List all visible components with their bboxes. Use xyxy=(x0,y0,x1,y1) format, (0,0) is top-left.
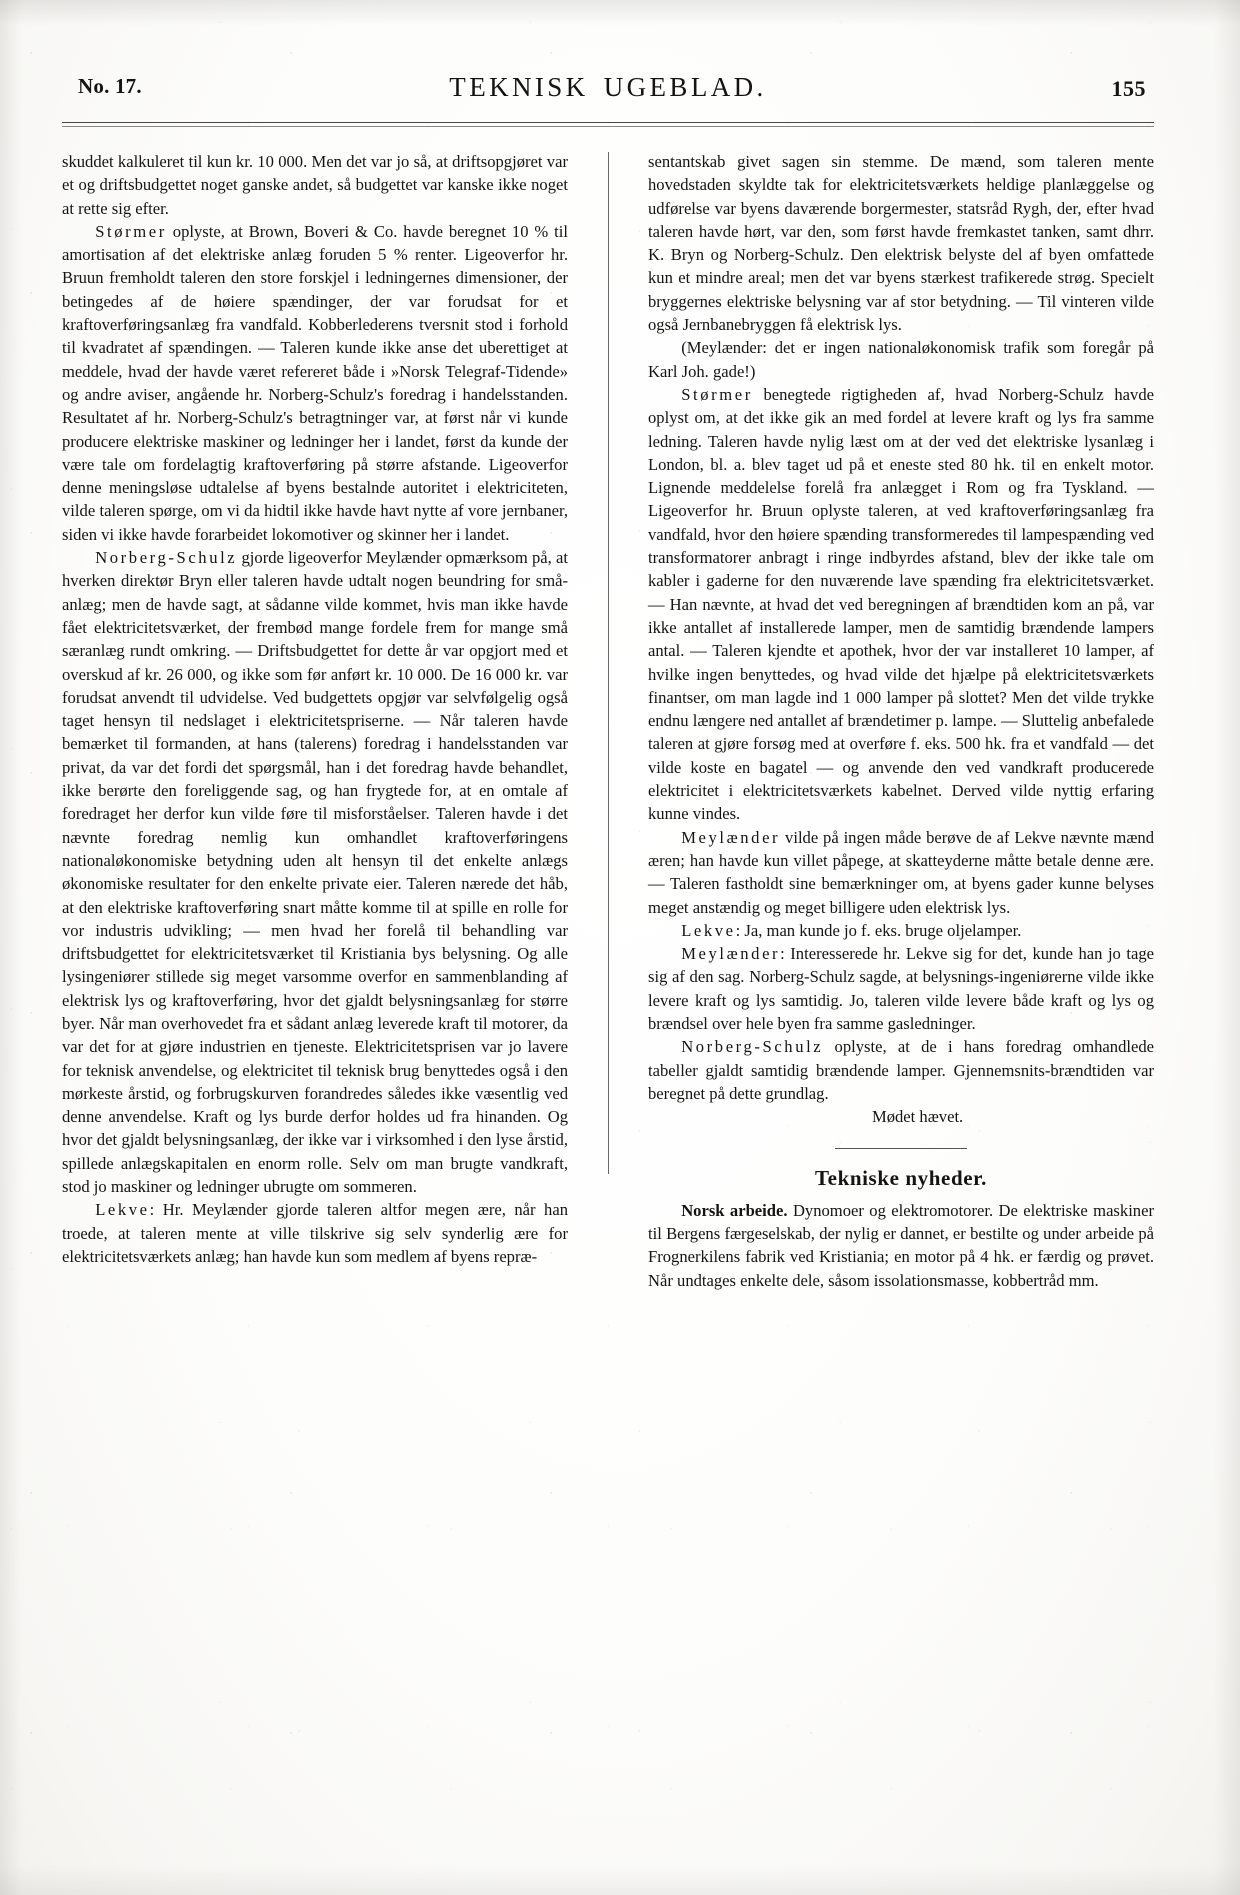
scan-shadow-top xyxy=(0,0,1240,26)
publication-title: TEKNISK UGEBLAD. xyxy=(449,72,767,102)
paragraph-text: gjorde ligeoverfor Meylænder opmærksom på, at hverken direktør Bryn eller taleren havde udtalt nogen beundring for små-anlæg; men de havde sagt, at sådanne vilde kommet, hvis man ikke havde fået elektricitetsværket, der frembød mange fordele frem for mange små særanlæg rundt omkring. — Driftsbudgettet for dette år var opgjort med et overskud af kr. 26 000, og ikke som før anført kr. 10 000. De 16 000 kr. var forudsat anvendt til udvidelse. Ved budgettets opgjør var selvfølgelig også taget hensyn til nedslaget i elektricitetspriserne. — Når taleren havde bemærket til formanden, at hans (talerens) foredrag i handelsstanden var privat, da var det fordi det spørgsmål, han i det foredrag havde behandlet, ikke berørte den foreliggende sag, og han frygtede for, at en omtale af foredraget her derfor kun vilde føre til misforståelser. Taleren havde i det nævnte foredrag nemlig kun omhandlet kraftoverføringens nationaløkonomiske betydning uden alt hensyn til det enkelte anlægs økonomiske resultater for den enkelte private eier. Taleren nærede det håb, at den elektriske kraftoverføring snart måtte komme til at spille en rolle for vor industris udvikling; — men hvad her forelå til behandling var driftsbudgettet for elektricitetsværket til Kristiania bys belysning. Og alle lysingeniører stillede sig meget varsomme overfor en sammenblanding af elektrisk lys og kraftoverføring, hvor det gjaldt belysningsanlæg for større byer. Når man overhovedet fra et sådant anlæg leverede kraft til motorer, da var det for at gjøre industrien en tjeneste. Elektricitetsprisen var jo lavere for teknisk anvendelse, og elektricitet til teknisk brug benyttedes også i den mørkeste årstid, og forbrugskurven forandredes således ikke væsentlig ved denne anvendelse. Kraft og lys burde derfor holdes ud fra hinanden. Og hvor det gjaldt belysningsanlæg, der ikke var i virksomhed i den lyse årstid, spillede anlægskapitalen en enorm rolle. Selv om man brugte vandkraft, stod jo maskiner og ledninger ubrugte om sommeren. xyxy=(62,548,568,1197)
paragraph xyxy=(648,150,1154,336)
issue-number: No. 17. xyxy=(78,74,142,98)
running-head xyxy=(62,70,1154,116)
speaker-name: Størmer xyxy=(95,221,167,241)
speaker-name: Meylænder xyxy=(681,944,781,964)
paragraph-text: skuddet kalkuleret til kun kr. 10 000. Men det var jo så, at driftsopgjøret var et og driftsbudgettet noget ganske andet, så budgettet var kanske ikke noget at rette sig efter. xyxy=(62,152,568,218)
left-column xyxy=(62,150,568,1268)
section-divider-rule xyxy=(835,1148,967,1149)
article-columns xyxy=(62,150,1154,1292)
paragraph xyxy=(62,150,568,220)
paragraph-text: oplyste, at de i hans foredrag omhandlede tabeller gjaldt samtidig brændende lamper. Gjennemsnits-brændtiden var beregnet på dette grundlag. xyxy=(648,1037,1154,1103)
paragraph-text: sentantskab givet sagen sin stemme. De mænd, som taleren mente hovedstaden skyldte tak for elektricitetsværkets heldige planlæggelse og udførelse var byens daværende borgermester, statsråd Rygh, der, efter hvad taleren havde hørt, var den, som først havde fremkastet tanken, samt dhrr. K. Bryn og Norberg-Schulz. Den elektrisk belyste del af byen omfattede kun et mindre areal; men det var byens stærkest trafikerede strøg. Specielt bryggernes elektriske belysning var af stor betydning. — Til vinteren vilde også Jernbanebryggen få elektrisk lys. xyxy=(648,152,1154,335)
paragraph xyxy=(62,546,568,1198)
speaker-name: Lekve xyxy=(681,920,736,940)
paragraph-text: : Hr. Meylænder gjorde taleren altfor megen ære, når han troede, at taleren mente at ville tilskrive sig selv synderlig ære for elektricitetsværkets anlæg; han havde kun som medlem af byens repræ- xyxy=(62,1200,568,1266)
page-body xyxy=(62,70,1154,1292)
paragraph xyxy=(62,220,568,546)
paragraph xyxy=(648,919,1154,942)
paragraph xyxy=(648,1035,1154,1105)
scan-shadow-left xyxy=(0,0,22,1895)
right-column xyxy=(648,150,1154,1292)
scan-shadow-bottom xyxy=(0,1865,1240,1895)
paragraph-text: (Meylænder: det er ingen nationaløkonomisk trafik som foregår på Karl Joh. gade!) xyxy=(648,338,1154,381)
speaker-name: Meylænder xyxy=(681,827,781,847)
paragraph xyxy=(648,383,1154,826)
column-gutter xyxy=(568,150,648,1292)
paragraph xyxy=(648,826,1154,919)
meeting-adjourned-line: Mødet hævet. xyxy=(871,1107,964,1127)
paragraph-text: : Ja, man kunde jo f. eks. bruge oljelamper. xyxy=(735,920,1022,940)
paragraph-text: vilde på ingen måde berøve de af Lekve nævnte mænd æren; han havde kun villet påpege, at skatteyderne måtte betale denne ære. — Taleren fastholdt sine bemærkninger om, at byens gader kunne belyses meget anstændig og meget billigere uden elektrisk lys. xyxy=(648,827,1154,917)
speaker-name: Norberg-Schulz xyxy=(95,548,238,568)
column-divider-rule xyxy=(608,152,609,1174)
speaker-name: Størmer xyxy=(681,384,753,404)
scan-shadow-right xyxy=(1214,0,1240,1895)
paragraph xyxy=(648,336,1154,383)
paragraph xyxy=(648,942,1154,1035)
header-rule xyxy=(62,122,1154,128)
news-item xyxy=(648,1199,1154,1292)
paragraph-text: benegtede rigtigheden af, hvad Norberg-Schulz havde oplyst om, at det ikke gik an med fordel at levere kraft og lys fra samme ledning. Taleren havde nylig læst om at der ved det elektriske lysanlæg i London, bl. a. blev taget ud på et eneste sted 80 hk. til en enkelt motor. Lignende meddelelse forelå fra anlægget i Rom og fra Tyskland. — Ligeoverfor hr. Bruun oplyste taleren, at ved kraftoverføringsanlæg fra vandfald, hvor den høiere spænding transformeredes til lampespænding ved transformatorer anbragt i ringe indbyrdes afstand, blev der ikke tale om kabler i gaderne for den nuværende lave spænding fra elektricitetsværket. — Han nævnte, at hvad det ved beregningen af brændtiden kom an på, var ikke antallet af installerede lamper, men de samtidig brændende lampers antal. — Taleren kjendte et apothek, hvor der var installeret 10 lamper, af hvilke ingen benyttedes, og hvad vilde det hjælpe på elektricitetsværkets finantser, om man lagde ind 1 000 lamper på slottet? Men det vilde trykke endnu længere ned antallet af brændetimer p. lampe. — Sluttelig anbefalede taleren at gjøre forsøg med at overføre f. eks. 500 hk. fra et vandfald — det vilde koste en bagatel — og anvende den ved vandkraft producerede elektricitet i elektricitetsværkets kabelnet. Derved vilde nyttig erfaring kunne vindes. xyxy=(648,384,1154,824)
paragraph-text: oplyste, at Brown, Boveri & Co. havde beregnet 10 % til amortisation af det elektriske anlæg foruden 5 % renter. Ligeoverfor hr. Bruun fremholdt taleren den store forskjel i ledningernes dimensioner, der betingedes af de høiere spændinger, der var forudsat for et kraftoverføringsanlæg fra vandfald. Kobberlederens tversnit stod i forhold til kvadratet af spændingen. — Taleren kunde ikke anse det uberettiget at meddele, hvad der havde været refereret både i »Norsk Telegraf-Tidende» og andre aviser, angående hr. Norberg-Schulz's foredrag i handelsstanden. Resultatet af hr. Norberg-Schulz's betragtninger var, at først når vi kunde producere elektriske maskiner og ledninger her i landet, først da kunde der være tale om fordelagtig kraftoverføring på større afstande. Ligeoverfor denne meningsløse udtalelse af byens bestalnde autoritet i elektriciteten, vilde taleren spørge, om vi da hidtil ikke havde havt nytte af vore jernbaner, siden vi ikke havde forarbeidet lokomotiver og skinner her i landet. xyxy=(62,221,569,544)
speaker-name: Lekve xyxy=(95,1200,150,1220)
paragraph-text: : Interesserede hr. Lekve sig for det, kunde han jo tage sig af den sag. Norberg-Schulz sagde, at belysnings-ingeniørerne vilde ikke levere kraft og lys samtidig. Jo, taleren vilde levere både kraft og lys og brændsel over hele byen fra samme gasledninger. xyxy=(648,944,1154,1033)
news-item-text: Dynomoer og elektromotorer. De elektriske maskiner til Bergens færgeselskab, der nylig er dannet, er bestilte og under arbeide på Frognerkilens fabrik ved Kristiania; en motor på 4 hk. er færdig og prøvet. Når undtages enkelte dele, såsom issolationsmasse, kobbertråd mm. xyxy=(648,1200,1154,1290)
speaker-name: Norberg-Schulz xyxy=(681,1037,824,1057)
section-heading: Tekniske nyheder. xyxy=(814,1166,988,1191)
paragraph xyxy=(62,1198,568,1268)
news-item-lead: Norsk arbeide. xyxy=(681,1200,788,1220)
page-number: 155 xyxy=(1111,76,1146,101)
